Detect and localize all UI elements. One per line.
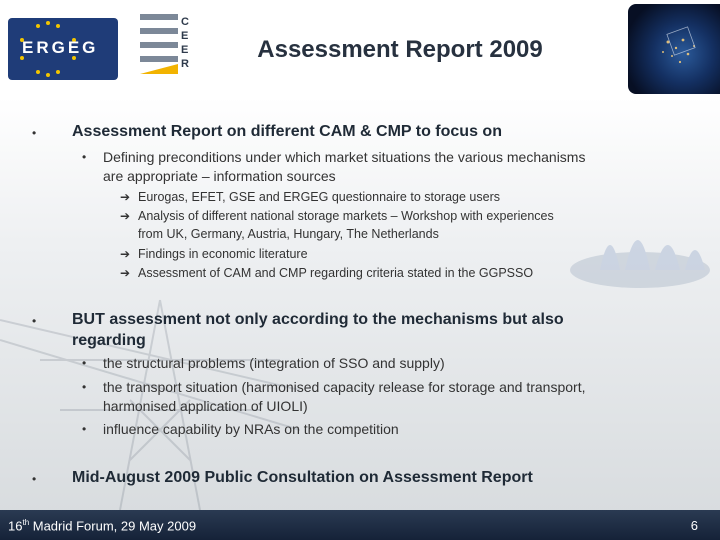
slide-title: Assessment Report 2009 (257, 36, 543, 63)
bullet-icon: • (82, 356, 87, 370)
section-heading: Mid-August 2009 Public Consultation on Assessment Report (72, 469, 533, 486)
ceer-letter: R (181, 58, 189, 70)
page-number: 6 (690, 518, 698, 533)
arrow-item-text: Findings in economic literature (138, 247, 308, 261)
arrow-item-text: Assessment of CAM and CMP regarding criteria stated in the GGPSSO (138, 266, 534, 280)
ceer-letter: E (181, 30, 189, 42)
bullet-icon: • (32, 126, 37, 140)
ceer-logo (140, 14, 202, 74)
section-heading: regarding (72, 332, 146, 349)
footer-num: 16 (8, 518, 23, 534)
logo-text: ERGEG (22, 38, 99, 57)
arrow-item-text: Analysis of different national storage markets – Workshop with experiences (138, 209, 554, 223)
bullet-icon: • (32, 472, 37, 486)
arrow-item-text: from UK, Germany, Austria, Hungary, The Netherlands (138, 227, 439, 241)
sub-bullet-text: the transport situation (harmonised capacity release for storage and transport, (103, 379, 586, 395)
bullet-icon: • (82, 150, 87, 164)
footer-event-text (8, 518, 196, 533)
ceer-letters (181, 15, 189, 71)
ceer-letter: E (181, 44, 189, 56)
bullet-icon: • (82, 380, 87, 394)
sub-bullet-text: Defining preconditions under which market situations the various mechanisms (103, 149, 586, 165)
arrow-right-icon: ➔ (120, 247, 131, 261)
arrow-right-icon: ➔ (120, 190, 131, 204)
arrow-item-text: Eurogas, EFET, GSE and ERGEG questionnaire to storage users (138, 190, 500, 204)
sub-bullet-text: are appropriate – information sources (103, 168, 336, 184)
section-heading: Assessment Report on different CAM & CMP to focus on (72, 123, 502, 140)
sub-bullet-text: the structural problems (integration of SSO and supply) (103, 355, 445, 371)
footer-sup: th (22, 518, 30, 527)
footer-rest: Madrid Forum, 29 May 2009 (29, 518, 197, 534)
arrow-right-icon: ➔ (120, 209, 131, 223)
bullet-icon: • (32, 314, 37, 328)
sub-bullet-text: influence capability by NRAs on the competition (103, 421, 399, 437)
ceer-letter: C (181, 16, 189, 28)
arrow-right-icon: ➔ (120, 266, 131, 280)
sub-bullet-text: harmonised application of UIOLI) (103, 398, 308, 414)
bullet-icon: • (82, 422, 87, 436)
section-heading: BUT assessment not only according to the mechanisms but also (72, 311, 564, 328)
earth-at-night-image (628, 4, 720, 94)
